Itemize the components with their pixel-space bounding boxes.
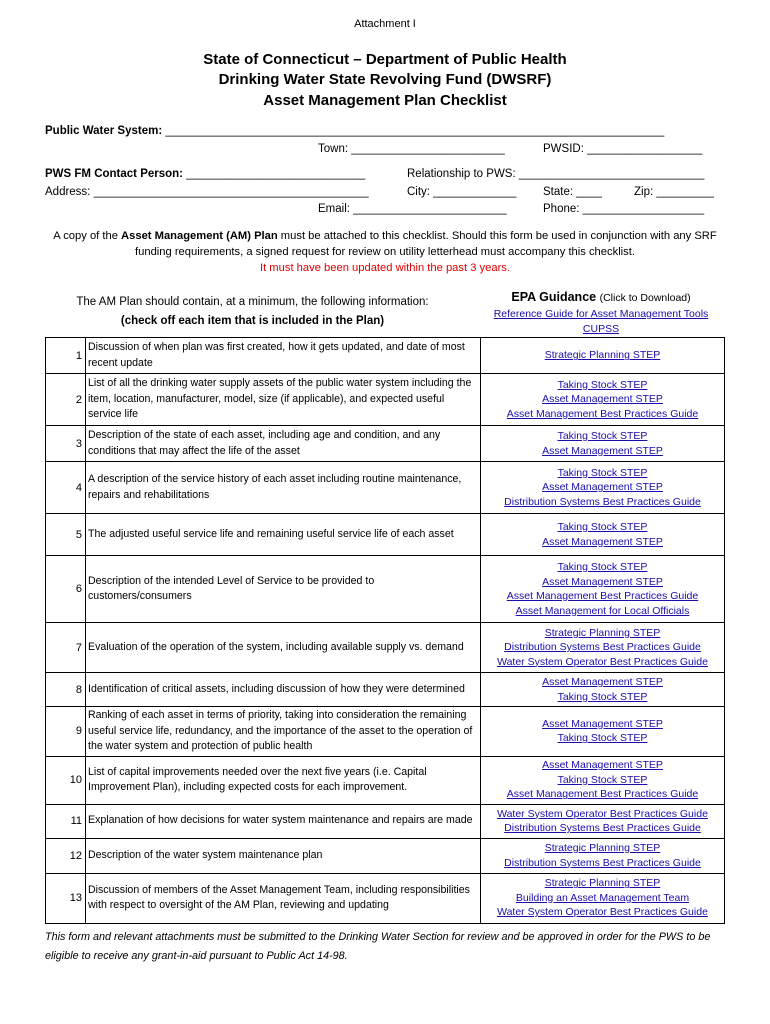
guidance-link[interactable]: Asset Management STEP <box>542 444 663 457</box>
guidance-link[interactable]: Taking Stock STEP <box>557 521 648 533</box>
note-bold-text: Asset Management (AM) Plan <box>121 230 278 242</box>
item-number[interactable]: 5 <box>46 514 86 556</box>
relationship-line[interactable]: _____________________________ <box>518 168 705 180</box>
address-line[interactable]: ___________________________________________ <box>93 186 369 198</box>
guidance-link[interactable]: Asset Management Best Practices Guide <box>506 407 699 420</box>
item-number[interactable]: 3 <box>46 426 86 462</box>
guidance-link[interactable]: Asset Management STEP <box>542 676 663 688</box>
checklist-instruction: (check off each item that is included in the Plan) <box>120 315 385 327</box>
public-water-system-line[interactable]: ______________________________________________________________________________ <box>165 125 665 137</box>
item-description: Discussion of members of the Asset Management Team, including responsibilities with respect to oversight of the AM Plan, reviewing and updating <box>86 873 481 923</box>
item-description: Description of the state of each asset, including age and condition, and any conditions that may affect the life of the asset <box>86 426 481 462</box>
reference-guide-link[interactable]: Reference Guide for Asset Management Tools <box>493 308 709 320</box>
item-description: Discussion of when plan was first created, how it gets updated, and date of most recent update <box>86 338 481 374</box>
guidance-link[interactable]: Strategic Planning STEP <box>544 349 661 362</box>
item-description: List of capital improvements needed over the next five years (i.e. Capital Improvement Plan), including expected costs for each improvement. <box>86 756 481 804</box>
guidance-link[interactable]: Asset Management STEP <box>542 759 663 772</box>
instruction-note <box>40 228 730 276</box>
address-label: Address: <box>45 186 91 198</box>
cupss-link[interactable]: CUPSS <box>582 323 620 335</box>
address-field[interactable] <box>45 186 369 198</box>
contact-person-label: PWS FM Contact Person: <box>45 168 184 180</box>
public-water-system-label: Public Water System: <box>45 125 163 137</box>
state-line[interactable]: ____ <box>576 186 602 198</box>
city-line[interactable]: _____________ <box>433 186 517 198</box>
zip-label: Zip: <box>634 186 654 198</box>
item-number[interactable]: 8 <box>46 673 86 707</box>
guidance-links <box>481 556 725 623</box>
title-line-1: State of Connecticut – Department of Public Health <box>203 51 567 68</box>
reference-guide-link-row <box>480 308 722 320</box>
guidance-links <box>481 338 725 374</box>
guidance-link[interactable]: Water System Operator Best Practices Guide <box>497 906 708 919</box>
guidance-link[interactable]: Taking Stock STEP <box>557 430 648 442</box>
guidance-link[interactable]: Asset Management Best Practices Guide <box>506 788 699 801</box>
phone-label: Phone: <box>543 203 580 215</box>
guidance-link[interactable]: Strategic Planning STEP <box>544 877 661 890</box>
checklist-table <box>45 337 725 924</box>
item-description: Evaluation of the operation of the system, including available supply vs. demand <box>86 623 481 673</box>
town-field[interactable] <box>318 143 505 155</box>
guidance-link[interactable]: Water System Operator Best Practices Guide <box>497 807 708 820</box>
item-description: Explanation of how decisions for water system maintenance and repairs are made <box>86 804 481 838</box>
guidance-link[interactable]: Asset Management STEP <box>542 535 663 548</box>
item-description: Ranking of each asset in terms of priority, taking into consideration the remaining useful service life, redundancy, and the importance of the asset to the operation of the water system and protection of public health <box>86 707 481 757</box>
guidance-link[interactable]: Asset Management STEP <box>542 393 663 406</box>
guidance-link[interactable]: Taking Stock STEP <box>557 690 648 703</box>
guidance-link[interactable]: Asset Management Best Practices Guide <box>506 590 699 602</box>
table-row <box>46 707 725 757</box>
pwsid-label: PWSID: <box>543 143 584 155</box>
guidance-link[interactable]: Asset Management STEP <box>542 717 663 730</box>
guidance-links <box>481 873 725 923</box>
zip-field[interactable] <box>634 186 714 198</box>
guidance-link[interactable]: Distribution Systems Best Practices Guide <box>504 856 701 869</box>
guidance-link[interactable]: Asset Management for Local Officials <box>515 604 690 617</box>
item-description: Description of the water system maintenance plan <box>86 838 481 873</box>
item-number[interactable]: 1 <box>46 338 86 374</box>
email-label: Email: <box>318 203 350 215</box>
contact-person-line[interactable]: ____________________________ <box>186 168 366 180</box>
email-line[interactable]: ________________________ <box>353 203 507 215</box>
guidance-link[interactable]: Taking Stock STEP <box>557 466 648 479</box>
item-number[interactable]: 11 <box>46 804 86 838</box>
guidance-link[interactable]: Building an Asset Management Team <box>515 891 690 904</box>
guidance-link[interactable]: Strategic Planning STEP <box>544 842 661 854</box>
table-row <box>46 804 725 838</box>
city-label: City: <box>407 186 430 198</box>
item-description: A description of the service history of each asset including routine maintenance, repairs and rehabilitations <box>86 462 481 514</box>
note-text-1: A copy of the <box>53 230 122 242</box>
item-number[interactable]: 6 <box>46 556 86 623</box>
phone-line[interactable]: ___________________ <box>582 203 705 215</box>
item-number[interactable]: 7 <box>46 623 86 673</box>
item-description: The adjusted useful service life and remaining useful service life of each asset <box>86 514 481 556</box>
email-field[interactable] <box>318 203 507 215</box>
guidance-link[interactable]: Taking Stock STEP <box>557 732 648 745</box>
guidance-links <box>481 756 725 804</box>
item-number[interactable]: 4 <box>46 462 86 514</box>
epa-guidance-title: EPA Guidance <box>511 290 597 304</box>
guidance-links <box>481 426 725 462</box>
guidance-link[interactable]: Distribution Systems Best Practices Guide <box>504 495 701 508</box>
guidance-links <box>481 707 725 757</box>
pwsid-field[interactable] <box>543 143 702 155</box>
item-number[interactable]: 2 <box>46 374 86 426</box>
contact-person-field[interactable] <box>45 168 365 180</box>
table-row <box>46 838 725 873</box>
cupss-link-row <box>480 323 722 335</box>
epa-guidance-heading <box>480 290 722 304</box>
table-row <box>46 623 725 673</box>
guidance-link[interactable]: Asset Management STEP <box>542 575 663 588</box>
guidance-link[interactable]: Water System Operator Best Practices Guide <box>497 655 708 668</box>
title-line-3: Asset Management Plan Checklist <box>263 92 507 109</box>
title-line-2: Drinking Water State Revolving Fund (DWSRF) <box>218 71 552 88</box>
state-label: State: <box>543 186 574 198</box>
item-number[interactable]: 10 <box>46 756 86 804</box>
table-row <box>46 556 725 623</box>
city-field[interactable] <box>407 186 516 198</box>
guidance-links <box>481 623 725 673</box>
guidance-links <box>481 462 725 514</box>
footer-note: This form and relevant attachments must be submitted to the Drinking Water Section for review and be approved in order for the PWS to be eligible to receive any grant-in-aid pursuant to Public Act 14-98. <box>45 931 711 962</box>
table-row <box>46 374 725 426</box>
guidance-link[interactable]: Asset Management STEP <box>542 481 663 494</box>
relationship-label: Relationship to PWS: <box>407 168 516 180</box>
table-row <box>46 338 725 374</box>
table-row <box>46 673 725 707</box>
table-row <box>46 426 725 462</box>
table-row <box>46 756 725 804</box>
guidance-links <box>481 838 725 873</box>
item-number[interactable]: 9 <box>46 707 86 757</box>
guidance-links <box>481 673 725 707</box>
item-description: Description of the intended Level of Service to be provided to customers/consumers <box>86 556 481 623</box>
checklist-intro: The AM Plan should contain, at a minimum, the following information: <box>76 296 429 308</box>
guidance-links <box>481 514 725 556</box>
item-description: Identification of critical assets, including discussion of how they were determined <box>86 673 481 707</box>
phone-field[interactable] <box>543 203 704 215</box>
pwsid-line[interactable]: __________________ <box>587 143 703 155</box>
table-row <box>46 462 725 514</box>
guidance-link[interactable]: Strategic Planning STEP <box>544 626 661 639</box>
public-water-system-field[interactable] <box>45 125 664 137</box>
guidance-link[interactable]: Taking Stock STEP <box>557 561 648 573</box>
state-field[interactable] <box>543 186 602 198</box>
relationship-field[interactable] <box>407 168 704 180</box>
town-label: Town: <box>318 143 349 155</box>
item-number[interactable]: 12 <box>46 838 86 873</box>
guidance-link[interactable]: Taking Stock STEP <box>557 773 648 786</box>
guidance-link[interactable]: Taking Stock STEP <box>557 378 648 391</box>
table-row <box>46 873 725 923</box>
guidance-links <box>481 804 725 838</box>
town-line[interactable]: ________________________ <box>351 143 505 155</box>
table-row <box>46 514 725 556</box>
attachment-label: Attachment I <box>354 18 416 30</box>
item-description: List of all the drinking water supply assets of the public water system including the item, location, manufacturer, model, size (if applicable), and expected useful service life <box>86 374 481 426</box>
epa-guidance-note: (Click to Download) <box>599 292 691 304</box>
zip-line[interactable]: _________ <box>656 186 714 198</box>
guidance-links <box>481 374 725 426</box>
note-red-warning: It must have been updated within the past 3 years. <box>259 262 510 274</box>
item-number[interactable]: 13 <box>46 873 86 923</box>
note-text-2: must be attached to this checklist. Should this form be used in conjunction with any SRF funding requirements, a signed request for review on utility letterhead must accompany this checklist. <box>135 230 717 258</box>
guidance-link[interactable]: Distribution Systems Best Practices Guide <box>504 822 701 834</box>
guidance-link[interactable]: Distribution Systems Best Practices Guide <box>504 641 701 654</box>
